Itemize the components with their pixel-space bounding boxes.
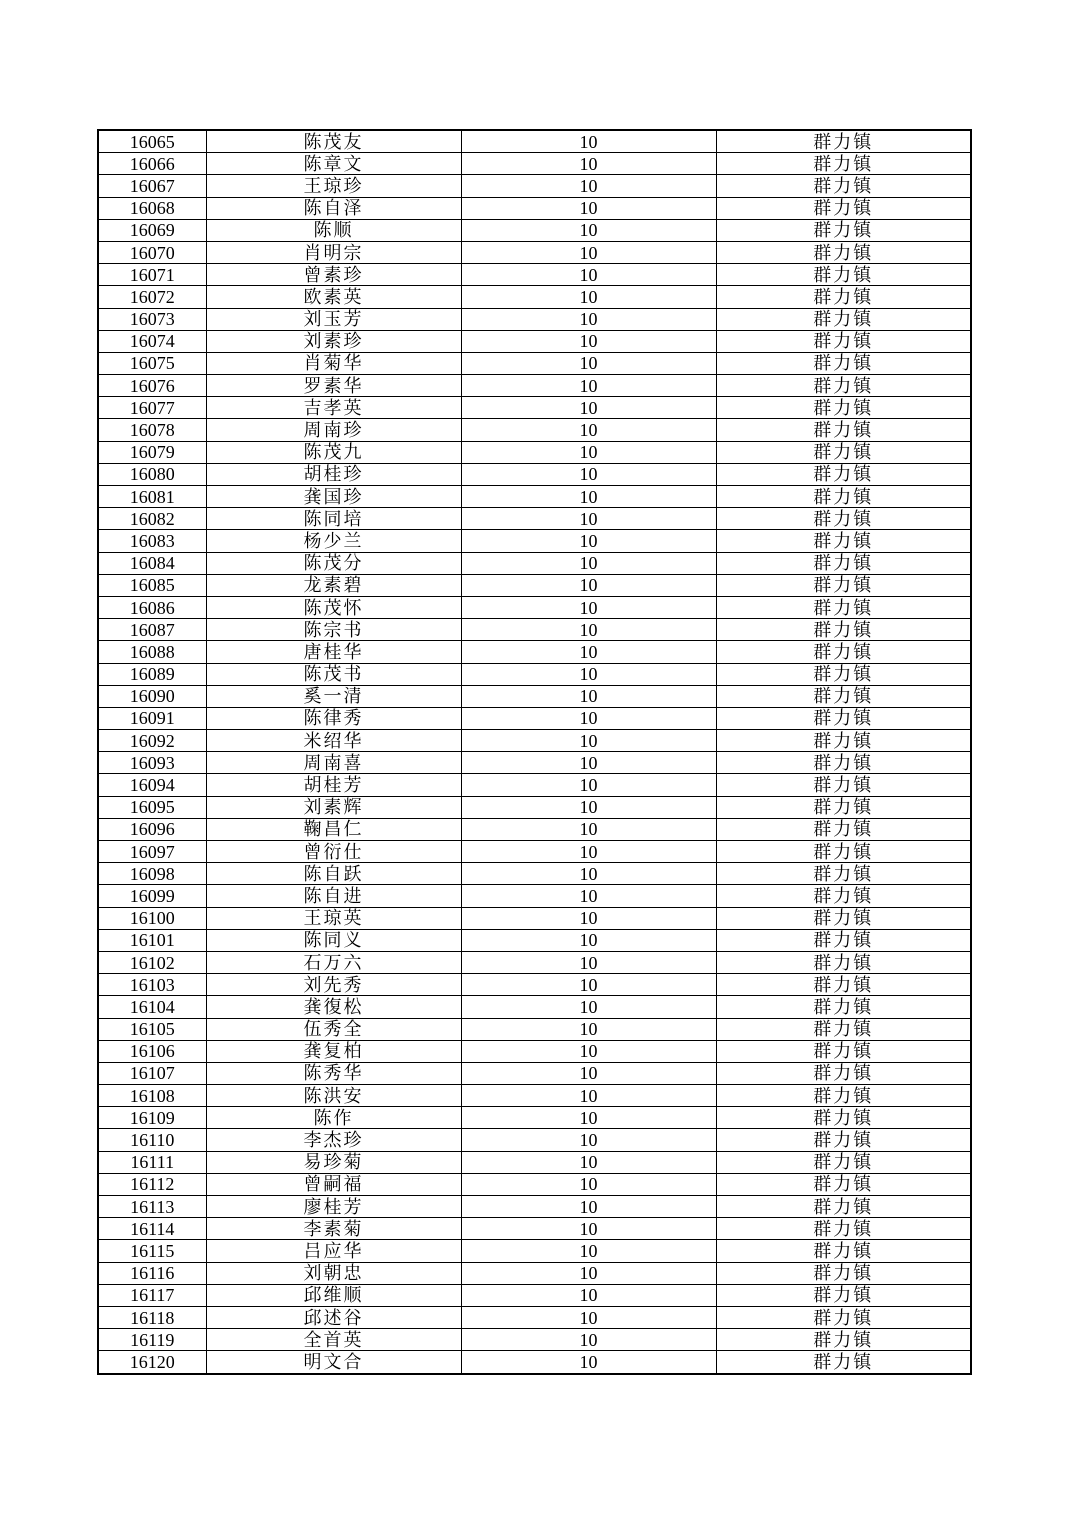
- table-row: [98, 264, 971, 286]
- name-cell: 唐桂华: [206, 641, 461, 663]
- amount-cell: 10: [461, 974, 716, 996]
- amount-cell: 10: [461, 552, 716, 574]
- amount-cell: 10: [461, 175, 716, 197]
- table-row: [98, 530, 971, 552]
- name-cell: 龚国珍: [206, 486, 461, 508]
- id-cell: 16101: [98, 929, 206, 951]
- town-cell: 群力镇: [716, 796, 971, 818]
- name-cell: 米绍华: [206, 730, 461, 752]
- table-row: [98, 286, 971, 308]
- table-row: [98, 1351, 971, 1374]
- id-cell: 16117: [98, 1284, 206, 1306]
- town-cell: 群力镇: [716, 486, 971, 508]
- table-row: [98, 419, 971, 441]
- name-cell: 龚復松: [206, 996, 461, 1018]
- town-cell: 群力镇: [716, 1351, 971, 1374]
- table-row: [98, 841, 971, 863]
- id-cell: 16092: [98, 730, 206, 752]
- town-cell: 群力镇: [716, 352, 971, 374]
- town-cell: 群力镇: [716, 863, 971, 885]
- table-row: [98, 552, 971, 574]
- town-cell: 群力镇: [716, 885, 971, 907]
- name-cell: 龚复柏: [206, 1040, 461, 1062]
- town-cell: 群力镇: [716, 1129, 971, 1151]
- table-row: [98, 508, 971, 530]
- town-cell: 群力镇: [716, 1329, 971, 1351]
- amount-cell: 10: [461, 596, 716, 618]
- amount-cell: 10: [461, 508, 716, 530]
- amount-cell: 10: [461, 951, 716, 973]
- id-cell: 16103: [98, 974, 206, 996]
- id-cell: 16107: [98, 1062, 206, 1084]
- amount-cell: 10: [461, 441, 716, 463]
- town-cell: 群力镇: [716, 130, 971, 153]
- amount-cell: 10: [461, 419, 716, 441]
- table-row: [98, 596, 971, 618]
- town-cell: 群力镇: [716, 241, 971, 263]
- table-row: [98, 1151, 971, 1173]
- town-cell: 群力镇: [716, 1173, 971, 1195]
- amount-cell: 10: [461, 1085, 716, 1107]
- amount-cell: 10: [461, 286, 716, 308]
- name-cell: 陈秀华: [206, 1062, 461, 1084]
- name-cell: 廖桂芳: [206, 1196, 461, 1218]
- name-cell: 陈作: [206, 1107, 461, 1129]
- table-row: [98, 1018, 971, 1040]
- id-cell: 16074: [98, 330, 206, 352]
- town-cell: 群力镇: [716, 308, 971, 330]
- town-cell: 群力镇: [716, 1062, 971, 1084]
- id-cell: 16105: [98, 1018, 206, 1040]
- town-cell: 群力镇: [716, 419, 971, 441]
- id-cell: 16084: [98, 552, 206, 574]
- amount-cell: 10: [461, 1284, 716, 1306]
- table-row: [98, 219, 971, 241]
- town-cell: 群力镇: [716, 818, 971, 840]
- name-cell: 陈律秀: [206, 707, 461, 729]
- amount-cell: 10: [461, 1151, 716, 1173]
- name-cell: 王琼英: [206, 907, 461, 929]
- table-row: [98, 907, 971, 929]
- name-cell: 陈茂友: [206, 130, 461, 153]
- id-cell: 16095: [98, 796, 206, 818]
- amount-cell: 10: [461, 574, 716, 596]
- amount-cell: 10: [461, 996, 716, 1018]
- name-cell: 刘素辉: [206, 796, 461, 818]
- amount-cell: 10: [461, 1018, 716, 1040]
- id-cell: 16066: [98, 153, 206, 175]
- table-row: [98, 375, 971, 397]
- town-cell: 群力镇: [716, 574, 971, 596]
- name-cell: 吉孝英: [206, 397, 461, 419]
- id-cell: 16087: [98, 619, 206, 641]
- id-cell: 16083: [98, 530, 206, 552]
- id-cell: 16076: [98, 375, 206, 397]
- table-row: [98, 974, 971, 996]
- id-cell: 16108: [98, 1085, 206, 1107]
- table-row: [98, 308, 971, 330]
- id-cell: 16099: [98, 885, 206, 907]
- id-cell: 16111: [98, 1151, 206, 1173]
- table-row: [98, 352, 971, 374]
- amount-cell: 10: [461, 796, 716, 818]
- amount-cell: 10: [461, 663, 716, 685]
- name-cell: 陈自泽: [206, 197, 461, 219]
- table-row: [98, 707, 971, 729]
- name-cell: 周南珍: [206, 419, 461, 441]
- table-row: [98, 1218, 971, 1240]
- amount-cell: 10: [461, 530, 716, 552]
- amount-cell: 10: [461, 1351, 716, 1374]
- id-cell: 16086: [98, 596, 206, 618]
- id-cell: 16096: [98, 818, 206, 840]
- table-row: [98, 1129, 971, 1151]
- name-cell: 奚一清: [206, 685, 461, 707]
- name-cell: 曾嗣福: [206, 1173, 461, 1195]
- table-row: [98, 929, 971, 951]
- id-cell: 16070: [98, 241, 206, 263]
- id-cell: 16069: [98, 219, 206, 241]
- table-row: [98, 996, 971, 1018]
- table-row: [98, 1107, 971, 1129]
- name-cell: 陈同义: [206, 929, 461, 951]
- id-cell: 16102: [98, 951, 206, 973]
- table-row: [98, 1196, 971, 1218]
- table-row: [98, 663, 971, 685]
- id-cell: 16120: [98, 1351, 206, 1374]
- id-cell: 16080: [98, 463, 206, 485]
- amount-cell: 10: [461, 907, 716, 929]
- table-row: [98, 463, 971, 485]
- town-cell: 群力镇: [716, 907, 971, 929]
- id-cell: 16106: [98, 1040, 206, 1062]
- id-cell: 16110: [98, 1129, 206, 1151]
- table-row: [98, 1062, 971, 1084]
- table-row: [98, 818, 971, 840]
- amount-cell: 10: [461, 1129, 716, 1151]
- amount-cell: 10: [461, 397, 716, 419]
- town-cell: 群力镇: [716, 441, 971, 463]
- id-cell: 16071: [98, 264, 206, 286]
- amount-cell: 10: [461, 1040, 716, 1062]
- table-row: [98, 885, 971, 907]
- town-cell: 群力镇: [716, 1085, 971, 1107]
- name-cell: 陈宗书: [206, 619, 461, 641]
- id-cell: 16065: [98, 130, 206, 153]
- name-cell: 陈茂怀: [206, 596, 461, 618]
- id-cell: 16072: [98, 286, 206, 308]
- amount-cell: 10: [461, 219, 716, 241]
- id-cell: 16114: [98, 1218, 206, 1240]
- town-cell: 群力镇: [716, 1284, 971, 1306]
- name-cell: 邱述谷: [206, 1306, 461, 1328]
- table-row: [98, 774, 971, 796]
- amount-cell: 10: [461, 352, 716, 374]
- id-cell: 16118: [98, 1306, 206, 1328]
- id-cell: 16094: [98, 774, 206, 796]
- name-cell: 刘玉芳: [206, 308, 461, 330]
- town-cell: 群力镇: [716, 552, 971, 574]
- town-cell: 群力镇: [716, 1196, 971, 1218]
- town-cell: 群力镇: [716, 1240, 971, 1262]
- name-cell: 龙素碧: [206, 574, 461, 596]
- name-cell: 陈章文: [206, 153, 461, 175]
- name-cell: 邱维顺: [206, 1284, 461, 1306]
- town-cell: 群力镇: [716, 841, 971, 863]
- amount-cell: 10: [461, 308, 716, 330]
- id-cell: 16119: [98, 1329, 206, 1351]
- amount-cell: 10: [461, 730, 716, 752]
- table-row: [98, 730, 971, 752]
- town-cell: 群力镇: [716, 375, 971, 397]
- amount-cell: 10: [461, 375, 716, 397]
- table-row: [98, 641, 971, 663]
- amount-cell: 10: [461, 130, 716, 153]
- table-row: [98, 752, 971, 774]
- town-cell: 群力镇: [716, 1151, 971, 1173]
- name-cell: 刘素珍: [206, 330, 461, 352]
- name-cell: 胡桂珍: [206, 463, 461, 485]
- name-cell: 陈茂书: [206, 663, 461, 685]
- town-cell: 群力镇: [716, 929, 971, 951]
- table-row: [98, 441, 971, 463]
- id-cell: 16079: [98, 441, 206, 463]
- id-cell: 16091: [98, 707, 206, 729]
- town-cell: 群力镇: [716, 264, 971, 286]
- name-cell: 李素菊: [206, 1218, 461, 1240]
- name-cell: 杨少兰: [206, 530, 461, 552]
- id-cell: 16077: [98, 397, 206, 419]
- town-cell: 群力镇: [716, 197, 971, 219]
- amount-cell: 10: [461, 1240, 716, 1262]
- table-row: [98, 619, 971, 641]
- amount-cell: 10: [461, 707, 716, 729]
- name-cell: 刘朝忠: [206, 1262, 461, 1284]
- amount-cell: 10: [461, 1107, 716, 1129]
- town-cell: 群力镇: [716, 619, 971, 641]
- town-cell: 群力镇: [716, 663, 971, 685]
- name-cell: 吕应华: [206, 1240, 461, 1262]
- amount-cell: 10: [461, 463, 716, 485]
- data-table: [97, 129, 972, 1375]
- name-cell: 伍秀全: [206, 1018, 461, 1040]
- town-cell: 群力镇: [716, 974, 971, 996]
- amount-cell: 10: [461, 1262, 716, 1284]
- name-cell: 陈自跃: [206, 863, 461, 885]
- town-cell: 群力镇: [716, 596, 971, 618]
- id-cell: 16097: [98, 841, 206, 863]
- town-cell: 群力镇: [716, 286, 971, 308]
- amount-cell: 10: [461, 197, 716, 219]
- table-row: [98, 153, 971, 175]
- id-cell: 16085: [98, 574, 206, 596]
- town-cell: 群力镇: [716, 996, 971, 1018]
- name-cell: 陈茂分: [206, 552, 461, 574]
- name-cell: 欧素英: [206, 286, 461, 308]
- amount-cell: 10: [461, 752, 716, 774]
- amount-cell: 10: [461, 1306, 716, 1328]
- name-cell: 陈茂九: [206, 441, 461, 463]
- table-row: [98, 397, 971, 419]
- name-cell: 周南喜: [206, 752, 461, 774]
- name-cell: 陈自进: [206, 885, 461, 907]
- town-cell: 群力镇: [716, 175, 971, 197]
- table-row: [98, 1262, 971, 1284]
- town-cell: 群力镇: [716, 1306, 971, 1328]
- town-cell: 群力镇: [716, 685, 971, 707]
- id-cell: 16098: [98, 863, 206, 885]
- town-cell: 群力镇: [716, 1040, 971, 1062]
- id-cell: 16081: [98, 486, 206, 508]
- table-row: [98, 197, 971, 219]
- amount-cell: 10: [461, 863, 716, 885]
- id-cell: 16073: [98, 308, 206, 330]
- town-cell: 群力镇: [716, 1107, 971, 1129]
- id-cell: 16115: [98, 1240, 206, 1262]
- amount-cell: 10: [461, 1173, 716, 1195]
- table-row: [98, 1329, 971, 1351]
- town-cell: 群力镇: [716, 641, 971, 663]
- town-cell: 群力镇: [716, 730, 971, 752]
- name-cell: 陈同培: [206, 508, 461, 530]
- id-cell: 16109: [98, 1107, 206, 1129]
- amount-cell: 10: [461, 153, 716, 175]
- amount-cell: 10: [461, 1329, 716, 1351]
- town-cell: 群力镇: [716, 1018, 971, 1040]
- town-cell: 群力镇: [716, 1262, 971, 1284]
- id-cell: 16075: [98, 352, 206, 374]
- name-cell: 曾素珍: [206, 264, 461, 286]
- name-cell: 石万六: [206, 951, 461, 973]
- table-row: [98, 175, 971, 197]
- town-cell: 群力镇: [716, 219, 971, 241]
- name-cell: 鞠昌仁: [206, 818, 461, 840]
- table-row: [98, 1040, 971, 1062]
- name-cell: 陈洪安: [206, 1085, 461, 1107]
- table-row: [98, 796, 971, 818]
- amount-cell: 10: [461, 1062, 716, 1084]
- name-cell: 王琼珍: [206, 175, 461, 197]
- name-cell: 胡桂芳: [206, 774, 461, 796]
- name-cell: 肖明宗: [206, 241, 461, 263]
- town-cell: 群力镇: [716, 508, 971, 530]
- amount-cell: 10: [461, 264, 716, 286]
- town-cell: 群力镇: [716, 330, 971, 352]
- name-cell: 易珍菊: [206, 1151, 461, 1173]
- table-row: [98, 241, 971, 263]
- id-cell: 16090: [98, 685, 206, 707]
- name-cell: 刘先秀: [206, 974, 461, 996]
- amount-cell: 10: [461, 641, 716, 663]
- amount-cell: 10: [461, 841, 716, 863]
- amount-cell: 10: [461, 619, 716, 641]
- name-cell: 李杰珍: [206, 1129, 461, 1151]
- town-cell: 群力镇: [716, 397, 971, 419]
- town-cell: 群力镇: [716, 707, 971, 729]
- id-cell: 16088: [98, 641, 206, 663]
- id-cell: 16089: [98, 663, 206, 685]
- table-row: [98, 486, 971, 508]
- town-cell: 群力镇: [716, 752, 971, 774]
- id-cell: 16067: [98, 175, 206, 197]
- table-row: [98, 1240, 971, 1262]
- id-cell: 16100: [98, 907, 206, 929]
- id-cell: 16082: [98, 508, 206, 530]
- town-cell: 群力镇: [716, 774, 971, 796]
- id-cell: 16116: [98, 1262, 206, 1284]
- town-cell: 群力镇: [716, 951, 971, 973]
- name-cell: 肖菊华: [206, 352, 461, 374]
- town-cell: 群力镇: [716, 463, 971, 485]
- table-row: [98, 1284, 971, 1306]
- name-cell: 全首英: [206, 1329, 461, 1351]
- id-cell: 16113: [98, 1196, 206, 1218]
- town-cell: 群力镇: [716, 153, 971, 175]
- table-row: [98, 130, 971, 153]
- table-row: [98, 1085, 971, 1107]
- table-row: [98, 863, 971, 885]
- id-cell: 16078: [98, 419, 206, 441]
- amount-cell: 10: [461, 1196, 716, 1218]
- id-cell: 16112: [98, 1173, 206, 1195]
- name-cell: 陈顺: [206, 219, 461, 241]
- table-row: [98, 1306, 971, 1328]
- amount-cell: 10: [461, 774, 716, 796]
- amount-cell: 10: [461, 885, 716, 907]
- table-row: [98, 685, 971, 707]
- amount-cell: 10: [461, 330, 716, 352]
- table-row: [98, 951, 971, 973]
- amount-cell: 10: [461, 486, 716, 508]
- table-row: [98, 1173, 971, 1195]
- name-cell: 曾衍仕: [206, 841, 461, 863]
- amount-cell: 10: [461, 818, 716, 840]
- name-cell: 罗素华: [206, 375, 461, 397]
- table-row: [98, 574, 971, 596]
- amount-cell: 10: [461, 1218, 716, 1240]
- table-row: [98, 330, 971, 352]
- id-cell: 16104: [98, 996, 206, 1018]
- amount-cell: 10: [461, 685, 716, 707]
- name-cell: 明文合: [206, 1351, 461, 1374]
- town-cell: 群力镇: [716, 530, 971, 552]
- id-cell: 16068: [98, 197, 206, 219]
- id-cell: 16093: [98, 752, 206, 774]
- town-cell: 群力镇: [716, 1218, 971, 1240]
- table-body: [98, 130, 971, 1374]
- amount-cell: 10: [461, 929, 716, 951]
- amount-cell: 10: [461, 241, 716, 263]
